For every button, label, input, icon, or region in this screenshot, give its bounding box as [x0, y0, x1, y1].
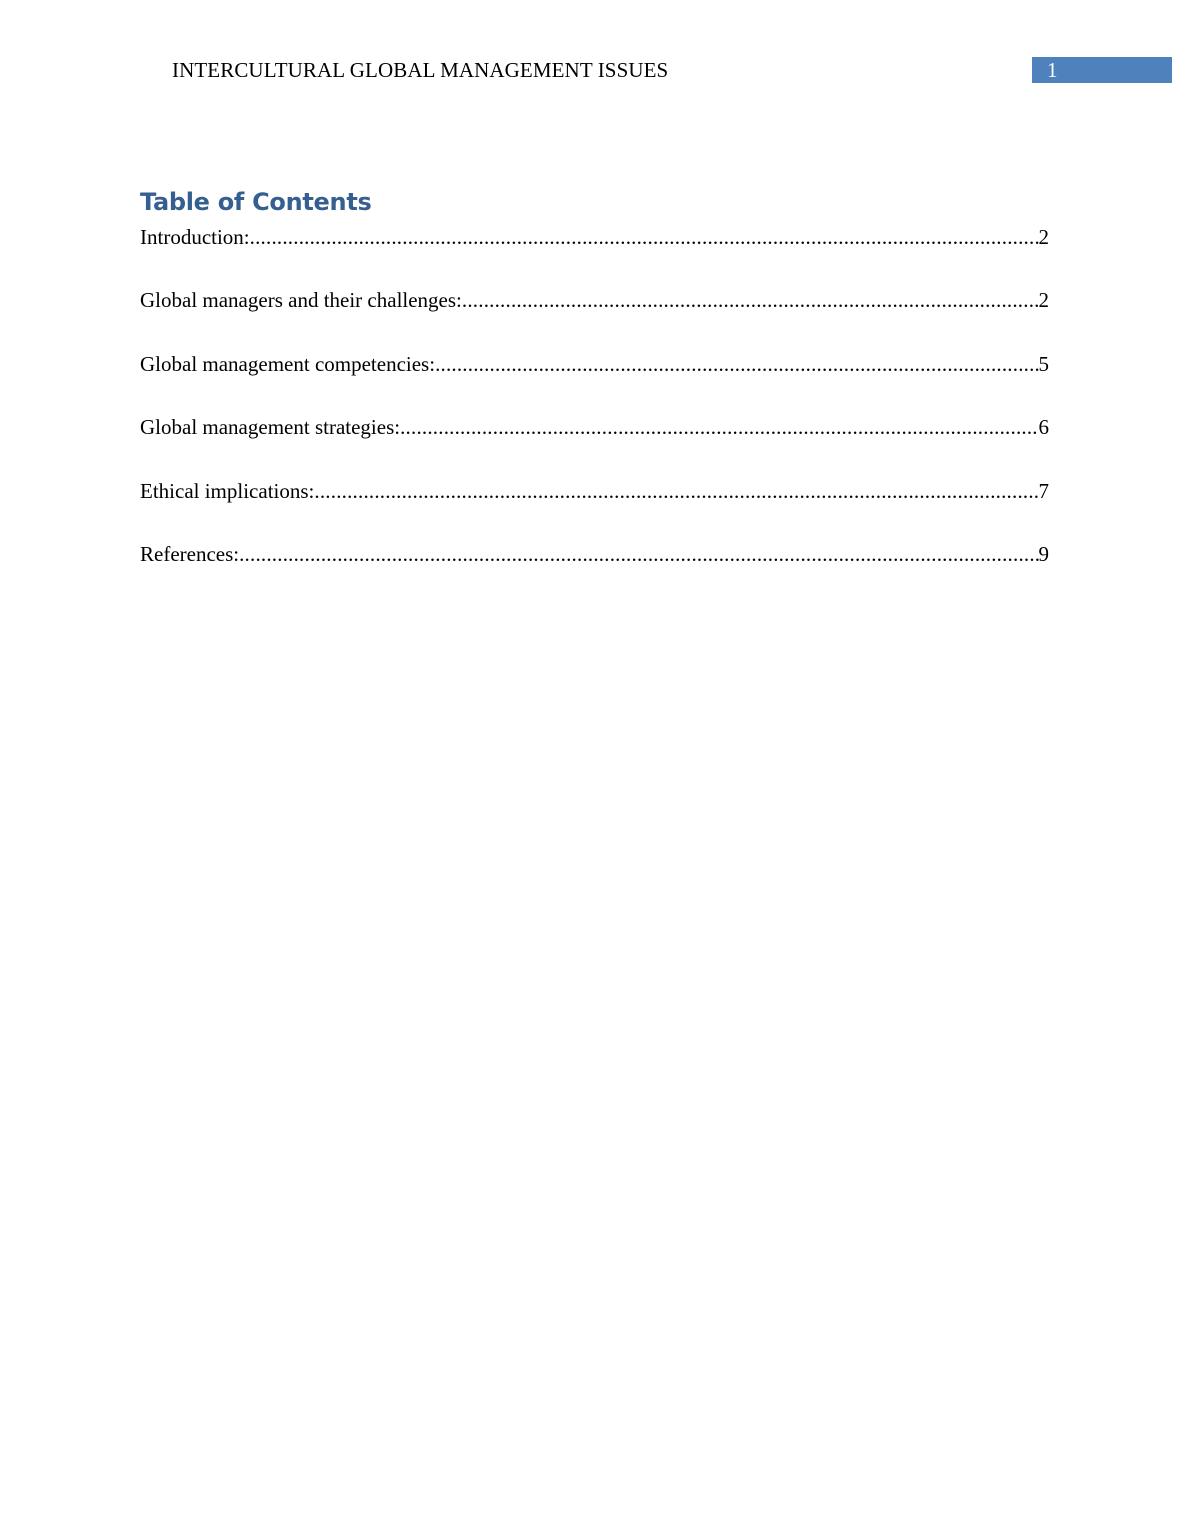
toc-entry-page: 2 [1038, 225, 1049, 249]
table-of-contents [140, 223, 1049, 603]
toc-heading: Table of Contents [140, 188, 372, 216]
page-number-box [1032, 57, 1172, 83]
header-title: INTERCULTURAL GLOBAL MANAGEMENT ISSUES [172, 58, 669, 82]
toc-dot-leader [400, 413, 1038, 441]
toc-entry-page: 5 [1038, 351, 1049, 376]
toc-entry-label: Ethical implications: [140, 478, 315, 503]
toc-entry-label: Introduction: [140, 225, 250, 249]
toc-entry-page: 9 [1038, 541, 1049, 566]
toc-dot-leader [250, 223, 1039, 251]
toc-entry-strategies[interactable] [140, 413, 1049, 476]
toc-dot-leader [239, 540, 1038, 568]
toc-entry-introduction[interactable] [140, 223, 1049, 286]
toc-dot-leader [462, 286, 1039, 314]
toc-dot-leader [435, 350, 1038, 378]
toc-entry-ethical-implications[interactable] [140, 477, 1049, 540]
toc-entry-label: Global management strategies: [140, 415, 401, 440]
toc-entry-page: 7 [1038, 478, 1049, 503]
toc-entry-global-managers[interactable] [140, 286, 1049, 349]
toc-entry-page: 6 [1038, 415, 1049, 440]
toc-entry-references[interactable] [140, 540, 1049, 603]
toc-dot-leader [314, 477, 1038, 505]
toc-entry-label: Global management competencies: [140, 351, 436, 376]
toc-entry-page: 2 [1038, 288, 1049, 313]
toc-entry-label: Global managers and their challenges: [140, 288, 462, 313]
toc-entry-competencies[interactable] [140, 350, 1049, 413]
toc-entry-label: References: [140, 541, 240, 566]
page-number: 1 [1047, 58, 1058, 82]
